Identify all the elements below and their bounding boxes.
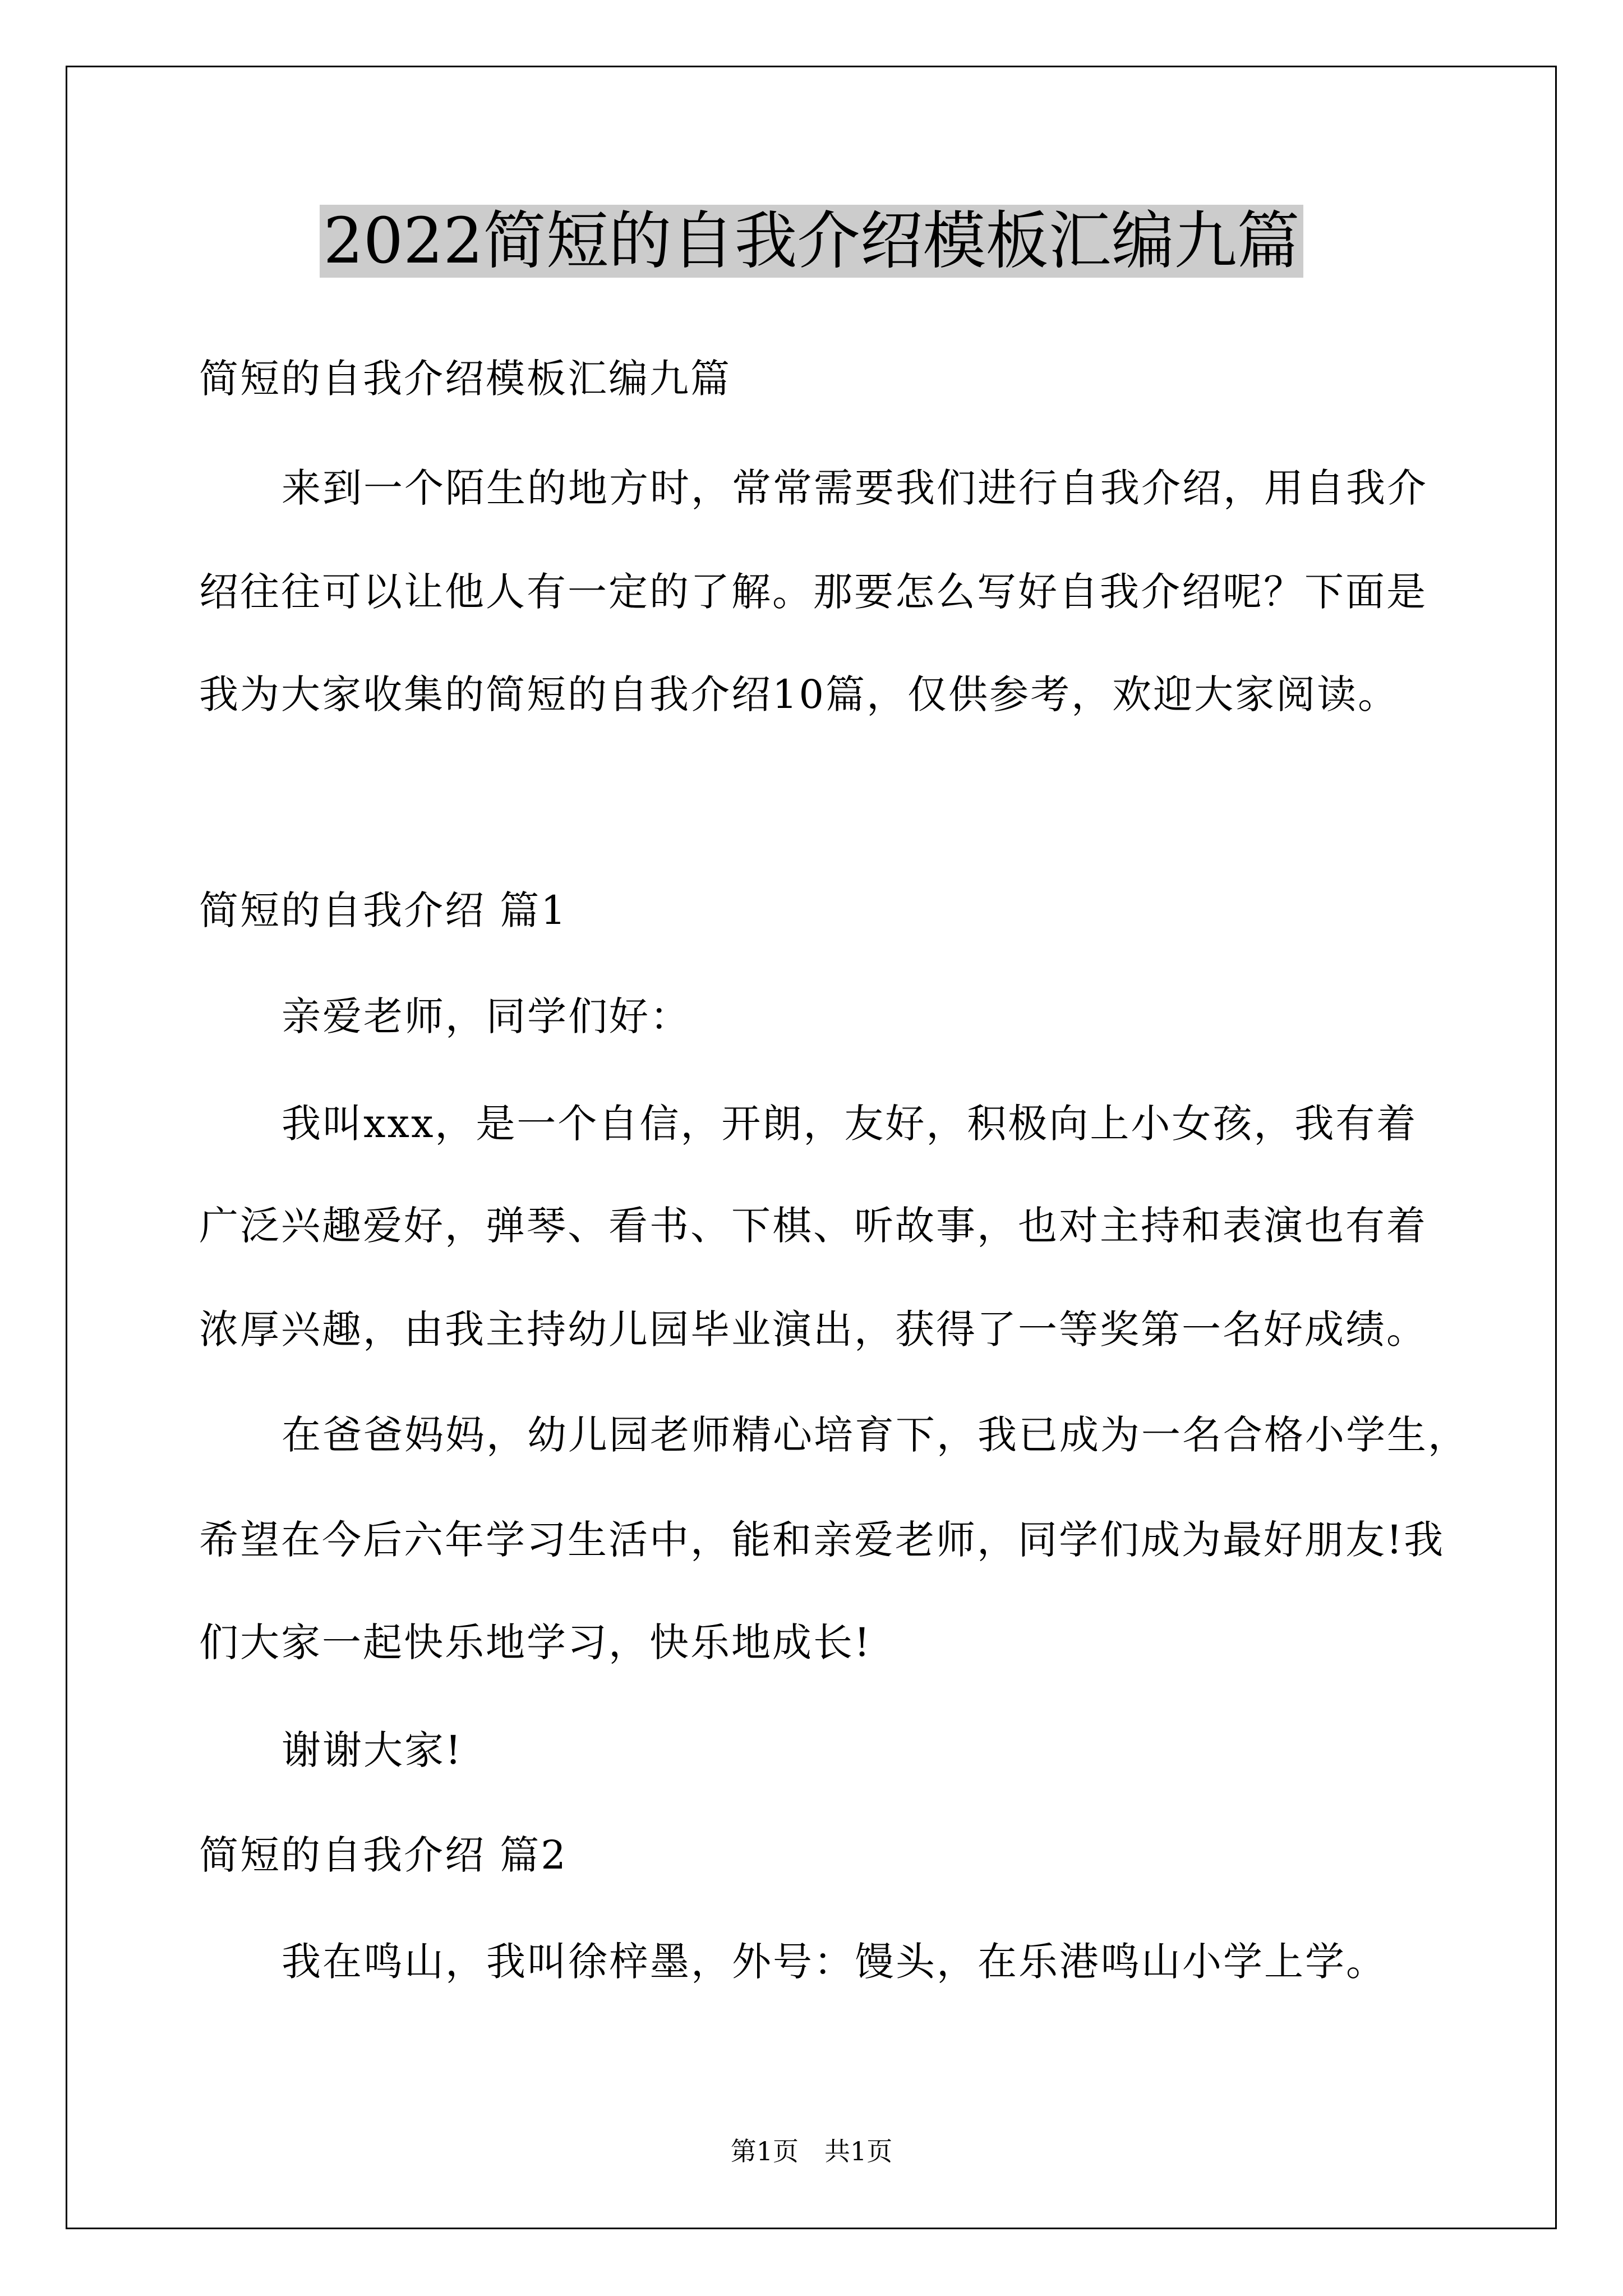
document-title [0,202,1623,280]
paragraph-line: 亲爱老师，同学们好： [282,993,691,1039]
paragraph-line: 我叫xxx，是一个自信，开朗，友好，积极向上小女孩，我有着 [282,1101,1418,1147]
page-number-footer: 第1页 共1页 [730,2136,893,2166]
paragraph-line: 谢谢大家! [282,1727,463,1773]
section-heading: 简短的自我介绍 篇2 [199,1832,568,1878]
paragraph-line: 在爸爸妈妈，幼儿园老师精心培育下，我已成为一名合格小学生， [282,1412,1469,1458]
title-highlight: 2022简短的自我介绍模板汇编九篇 [320,205,1303,278]
paragraph-line: 我为大家收集的简短的自我介绍10篇，仅供参考，欢迎大家阅读。 [199,671,1399,717]
paragraph-line: 们大家一起快乐地学习，快乐地成长! [199,1619,872,1665]
paragraph-line: 来到一个陌生的地方时，常常需要我们进行自我介绍，用自我介 [282,465,1428,511]
paragraph-line: 浓厚兴趣，由我主持幼儿园毕业演出，获得了一等奖第一名好成绩。 [199,1306,1427,1352]
paragraph-line: 我在鸣山，我叫徐梓墨，外号：馒头，在乐港鸣山小学上学。 [282,1939,1387,1985]
paragraph-line: 广泛兴趣爱好，弹琴、看书、下棋、听故事，也对主持和表演也有着 [199,1203,1427,1249]
paragraph-line: 希望在今后六年学习生活中，能和亲爱老师，同学们成为最好朋友!我 [199,1517,1445,1563]
section-heading: 简短的自我介绍 篇1 [199,887,568,933]
subtitle-line: 简短的自我介绍模板汇编九篇 [199,356,731,402]
paragraph-line: 绍往往可以让他人有一定的了解。那要怎么写好自我介绍呢？下面是 [199,569,1427,615]
